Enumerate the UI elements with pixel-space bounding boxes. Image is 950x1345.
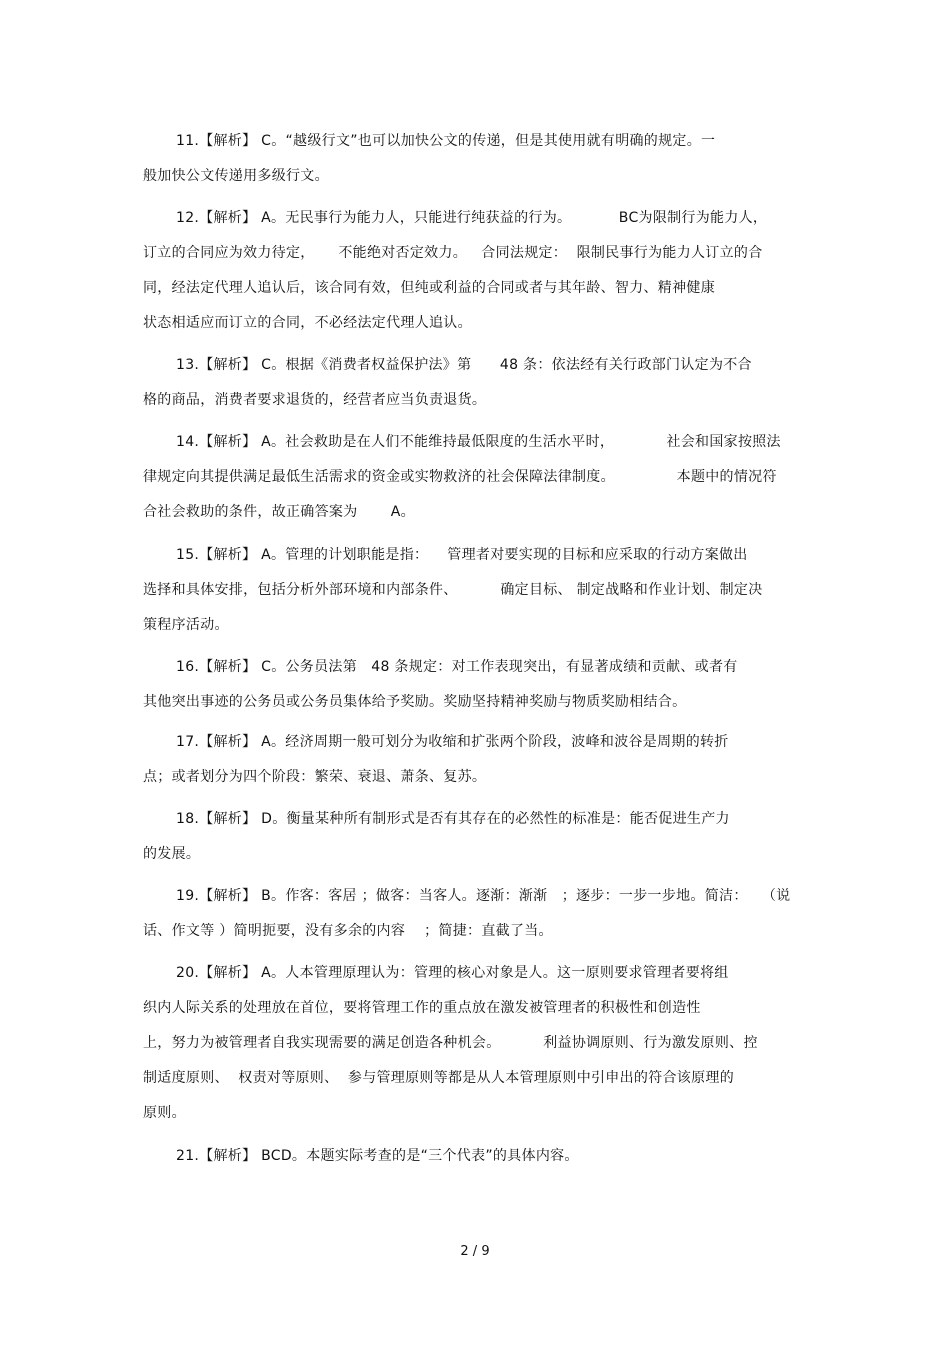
answer-item-line: 般加快公文传递用多级行文。 bbox=[143, 168, 329, 184]
answer-item-line: 同，经法定代理人追认后，该合同有效，但纯或利益的合同或者与其年龄、智力、精神健康 bbox=[143, 280, 715, 296]
answer-item-first-line: 21.【解析】 BCD。本题实际考查的是“三个代表”的具体内容。 bbox=[176, 1148, 579, 1164]
answer-item-line: 织内人际关系的处理放在首位，要将管理工作的重点放在激发被管理者的积极性和创造性 bbox=[143, 1000, 701, 1016]
answer-item-line: 制适度原则、 权责对等原则、 参与管理原则等都是从人本管理原则中引申出的符合该原理的 bbox=[143, 1070, 734, 1086]
answer-item-line: 策程序活动。 bbox=[143, 617, 229, 633]
answer-item-first-line: 15.【解析】 A。管理的计划职能是指： 管理者对要实现的目标和应采取的行动方案做出 bbox=[176, 547, 748, 563]
answer-item-first-line: 20.【解析】 A。人本管理原理认为：管理的核心对象是人。这一原则要求管理者要将组 bbox=[176, 965, 729, 981]
answer-item-line: 格的商品，消费者要求退货的，经营者应当负责退货。 bbox=[143, 392, 487, 408]
answer-item-line: 订立的合同应为效力待定， 不能绝对否定效力。 合同法规定： 限制民事行为能力人订立的合 bbox=[143, 245, 763, 261]
answer-item-first-line: 12.【解析】 A。无民事行为能力人，只能进行纯获益的行为。 BC为限制行为能力人， bbox=[176, 210, 768, 226]
answer-item-first-line: 17.【解析】 A。经济周期一般可划分为收缩和扩张两个阶段，波峰和波谷是周期的转折 bbox=[176, 734, 729, 750]
answer-item-line: 上，努力为被管理者自我实现需要的满足创造各种机会。 利益协调原则、行为激发原则、控 bbox=[143, 1035, 758, 1051]
answer-item-line: 原则。 bbox=[143, 1105, 186, 1121]
answer-item-line: 点；或者划分为四个阶段：繁荣、衰退、萧条、复苏。 bbox=[143, 769, 487, 785]
answer-item-first-line: 18.【解析】 D。衡量某种所有制形式是否有其存在的必然性的标准是：能否促进生产力 bbox=[176, 811, 730, 827]
answer-item-first-line: 11.【解析】 C。“越级行文”也可以加快公文的传递，但是其使用就有明确的规定。一 bbox=[176, 133, 716, 149]
answer-item-line: 选择和具体安排，包括分析外部环境和内部条件、 确定目标、 制定战略和作业计划、制定决 bbox=[143, 582, 763, 598]
answer-item-line: 合社会救助的条件，故正确答案为 A。 bbox=[143, 504, 415, 520]
answer-item-line: 律规定向其提供满足最低生活需求的资金或实物救济的社会保障法律制度。 本题中的情况符 bbox=[143, 469, 777, 485]
answer-item-line: 其他突出事迹的公务员或公务员集体给予奖励。奖励坚持精神奖励与物质奖励相结合。 bbox=[143, 694, 687, 710]
answer-item-first-line: 19.【解析】 B。作客：客居 ；做客：当客人。逐渐：渐渐 ；逐步：一步一步地。简洁： （说 bbox=[176, 888, 791, 904]
answer-item-first-line: 14.【解析】 A。社会救助是在人们不能维持最低限度的生活水平时， 社会和国家按照法 bbox=[176, 434, 781, 450]
answer-item-line: 状态相适应而订立的合同，不必经法定代理人追认。 bbox=[143, 315, 472, 331]
answer-item-first-line: 13.【解析】 C。根据《消费者权益保护法》第 48 条：依法经有关行政部门认定为不合 bbox=[176, 357, 752, 373]
answer-item-first-line: 16.【解析】 C。公务员法第 48 条规定：对工作表现突出，有显著成绩和贡献、或者有 bbox=[176, 659, 738, 675]
answer-item-line: 的发展。 bbox=[143, 846, 201, 862]
answer-item-line: 话、作文等 ）简明扼要，没有多余的内容 ；简捷：直截了当。 bbox=[143, 923, 553, 939]
page-number: 2 / 9 bbox=[460, 1244, 490, 1259]
